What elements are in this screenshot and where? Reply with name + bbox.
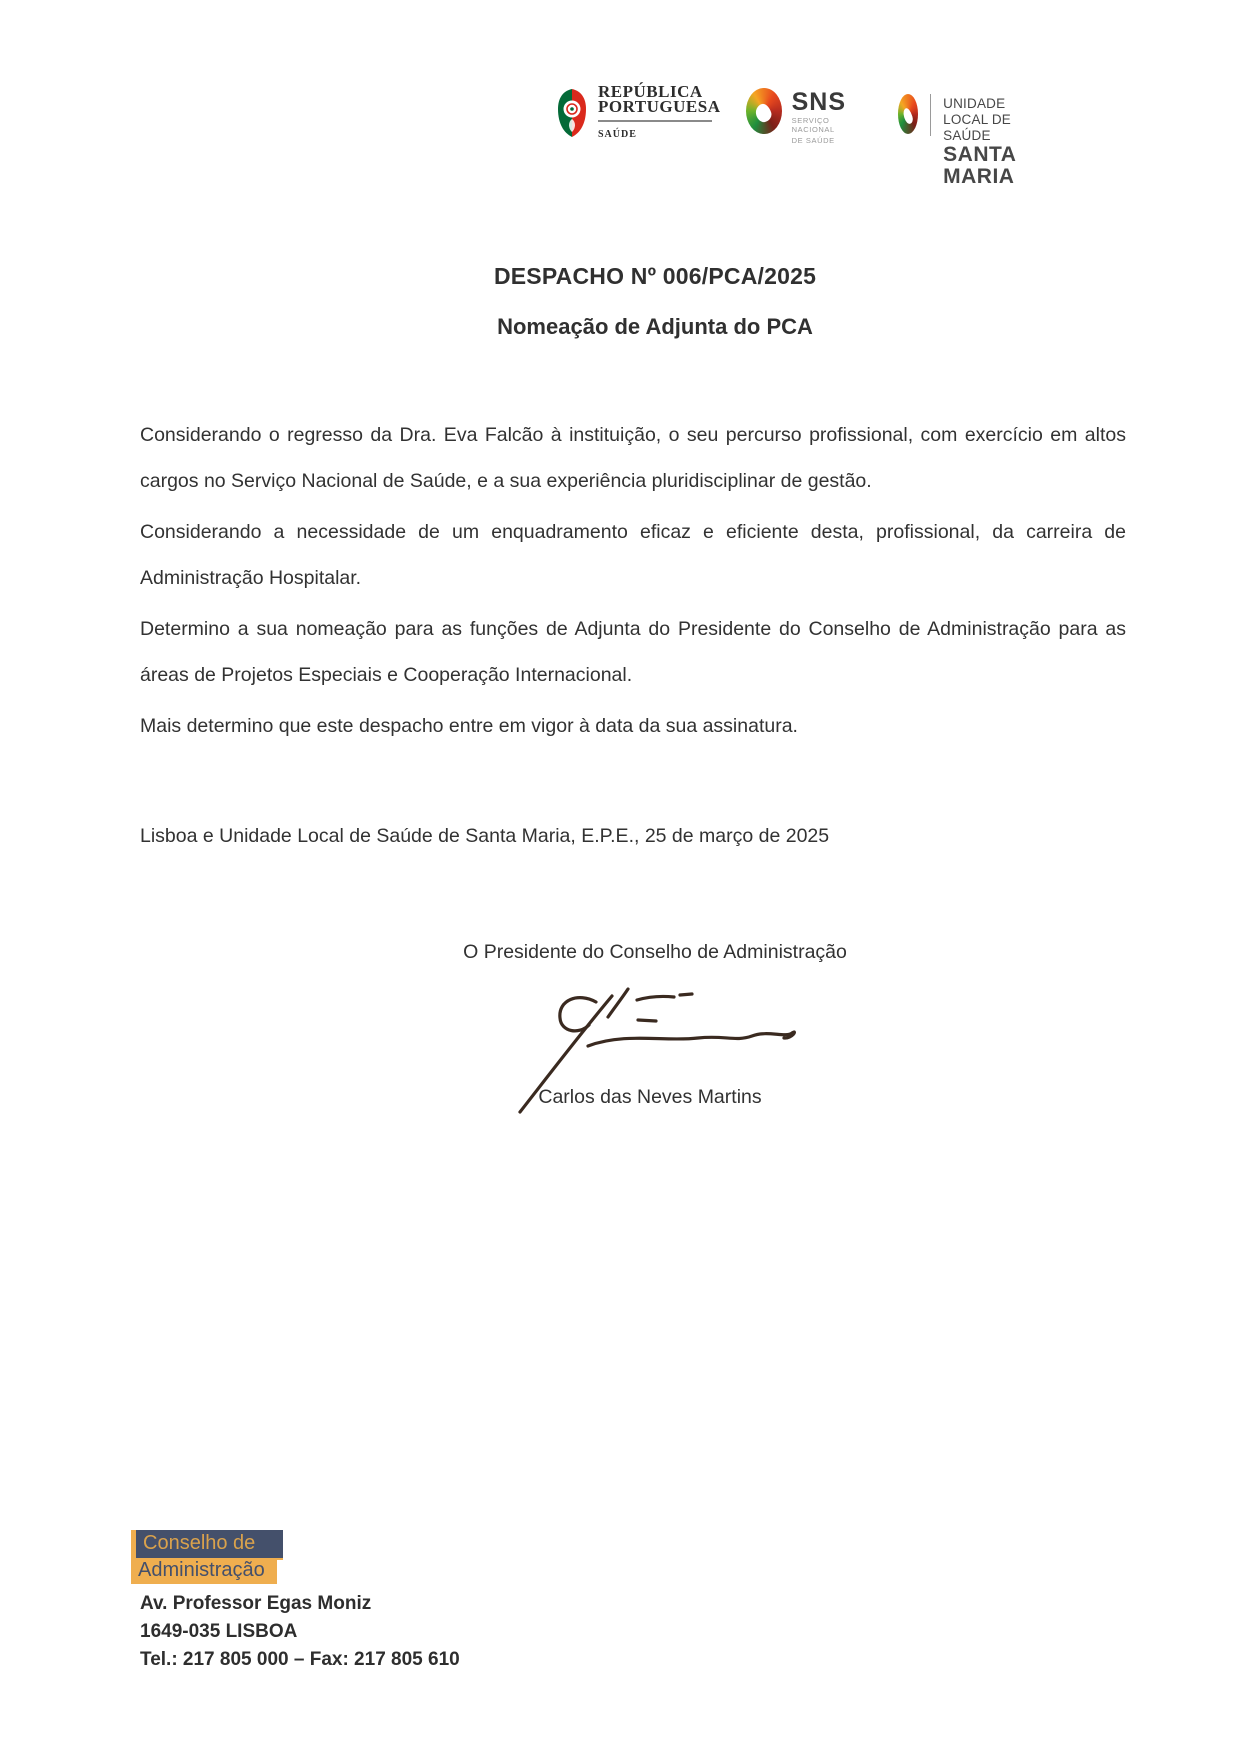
gov-logo-text <box>598 84 720 140</box>
gov-logo <box>556 84 720 140</box>
date-place-line: Lisboa e Unidade Local de Saúde de Santa Maria, E.P.E., 25 de março de 2025 <box>140 825 830 847</box>
paragraph-4: Mais determino que este despacho entre em vigor à data da sua assinatura. <box>140 715 798 737</box>
title-block <box>140 263 1170 340</box>
footer-dept-line1: Conselho de <box>131 1530 283 1558</box>
uls-logo-text <box>943 96 1036 188</box>
footer-address-street: Av. Professor Egas Moniz <box>140 1593 372 1614</box>
paragraph-1: Considerando o regresso da Dra. Eva Falcão à instituição, o seu percurso profissional, com exercício em altos cargos no Serviço Nacional de Saúde, e a sua experiência pluridisciplinar de gestão. <box>140 424 1126 492</box>
gov-logo-line2: PORTUGUESA <box>598 97 721 116</box>
sns-swirl-icon <box>746 88 782 134</box>
paragraph-3: Determino a sua nomeação para as funções de Adjunta do Presidente do Conselho de Administração para as áreas de Projetos Especiais e Cooperação Internacional. <box>140 618 1126 686</box>
document-body <box>140 412 1126 864</box>
uls-logo-separator <box>930 94 931 136</box>
sns-logo-sub1: SERVIÇO NACIONAL <box>791 116 835 134</box>
footer-contacts: Tel.: 217 805 000 – Fax: 217 805 610 <box>140 1649 460 1670</box>
uls-logo-line1: UNIDADE LOCAL DE SAÚDE <box>943 96 1012 143</box>
sns-logo-text <box>792 90 857 145</box>
document-title: DESPACHO Nº 006/PCA/2025 <box>493 263 817 289</box>
gov-logo-line1: REPÚBLICA <box>598 82 703 101</box>
uls-swirl-icon <box>898 94 918 134</box>
signature-role: O Presidente do Conselho de Administração <box>463 941 847 963</box>
gov-logo-rule <box>598 120 712 122</box>
footer-block <box>131 1530 460 1674</box>
document-subtitle: Nomeação de Adjunta do PCA <box>497 314 813 339</box>
signatory-name: Carlos das Neves Martins <box>538 1086 762 1108</box>
footer-dept-line2: Administração <box>131 1558 277 1584</box>
sns-logo <box>746 84 856 145</box>
sns-logo-sub2: DE SAÚDE <box>791 136 835 145</box>
uls-santa-maria-logo <box>898 84 1037 188</box>
sns-logo-title: SNS <box>791 88 847 116</box>
portugal-flag-icon <box>556 88 588 138</box>
gov-logo-ministry: SAÚDE <box>598 129 637 140</box>
footer-address-city: 1649-035 LISBOA <box>140 1621 298 1642</box>
paragraph-2: Considerando a necessidade de um enquadramento eficaz e eficiente desta, profissional, da carreira de Administração Hospitalar. <box>140 521 1126 589</box>
uls-logo-line2: SANTA MARIA <box>943 143 1016 188</box>
